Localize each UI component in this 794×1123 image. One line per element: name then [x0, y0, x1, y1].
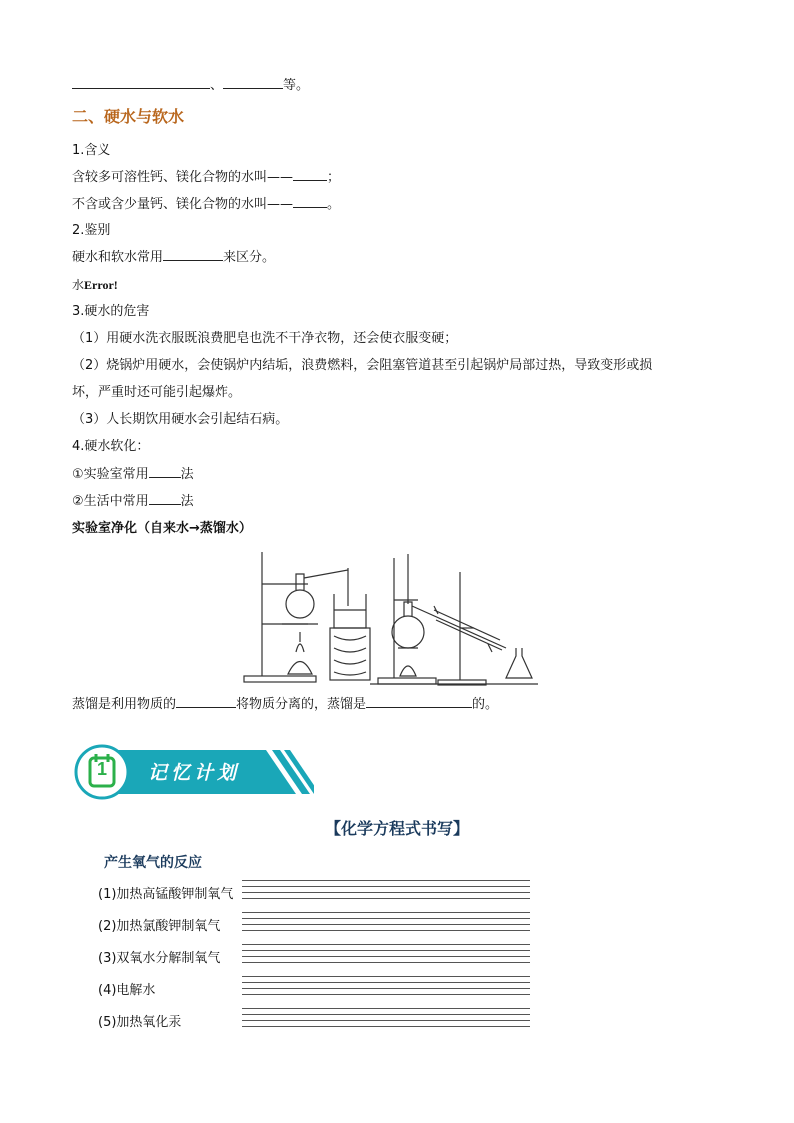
- banner-text: 记忆计划: [148, 762, 241, 784]
- blank[interactable]: [293, 168, 327, 181]
- equation-write-area-3[interactable]: [242, 944, 530, 974]
- equation-label-5: (5)加热氧化汞: [98, 1015, 182, 1030]
- blank[interactable]: [72, 76, 210, 89]
- error-line: 水Error!: [72, 278, 118, 292]
- equation-write-area-1[interactable]: [242, 880, 530, 910]
- blank[interactable]: [176, 695, 236, 708]
- equation-label-4: (4)电解水: [98, 983, 156, 998]
- banner-number: 1: [96, 759, 107, 779]
- blank[interactable]: [149, 465, 181, 478]
- subheading-soften: 4.硬水软化：: [72, 439, 150, 454]
- harm-item-3: （3）人长期饮用硬水会引起结石病。: [72, 412, 289, 427]
- harm-item-2b: 坏，严重时还可能引起爆炸。: [72, 385, 242, 400]
- definition-hard-water: 含较多可溶性钙、镁化合物的水叫—— ；: [72, 170, 341, 185]
- harm-item-1: （1）用硬水洗衣服既浪费肥皂也洗不干净衣物，还会使衣服变硬；: [72, 331, 458, 346]
- equation-write-area-2[interactable]: [242, 912, 530, 942]
- distillation-line: 蒸馏是利用物质的 将物质分离的，蒸馏是 的。: [72, 697, 499, 712]
- top-fill-line: 、 等。: [72, 76, 309, 95]
- memory-plan-banner: [74, 744, 314, 800]
- equation-label-1: (1)加热高锰酸钾制氧气: [98, 887, 234, 902]
- blank[interactable]: [366, 695, 472, 708]
- subheading-harm: 3.硬水的危害: [72, 304, 150, 319]
- harm-item-2a: （2）烧锅炉用硬水，会使锅炉内结垢，浪费燃料，会阻塞管道甚至引起锅炉局部过热，导致变形或损: [72, 358, 653, 373]
- equations-title: 【化学方程式书写】: [324, 819, 469, 838]
- section-heading: 二、硬水与软水: [72, 107, 185, 126]
- equation-label-3: (3)双氧水分解制氧气: [98, 951, 221, 966]
- blank[interactable]: [149, 492, 181, 505]
- definition-soft-water: 不含或含少量钙、镁化合物的水叫—— 。: [72, 197, 341, 212]
- soften-item-2: ②生活中常用 法: [72, 494, 194, 509]
- soften-item-1: ①实验室常用 法: [72, 467, 194, 482]
- blank[interactable]: [293, 195, 327, 208]
- identify-line: 硬水和软水常用 来区分。: [72, 250, 276, 265]
- equation-write-area-5[interactable]: [242, 1008, 530, 1038]
- blank[interactable]: [163, 248, 223, 261]
- blank[interactable]: [223, 76, 283, 89]
- equation-label-2: (2)加热氯酸钾制氧气: [98, 919, 221, 934]
- equation-write-area-4[interactable]: [242, 976, 530, 1006]
- equations-subtitle: 产生氧气的反应: [104, 855, 202, 871]
- subheading-identify: 2.鉴别: [72, 223, 111, 238]
- subheading-meaning: 1.含义: [72, 143, 111, 158]
- lab-purification-title: 实验室净化（自来水→蒸馏水）: [72, 521, 252, 536]
- distillation-apparatus-figure: [238, 544, 540, 688]
